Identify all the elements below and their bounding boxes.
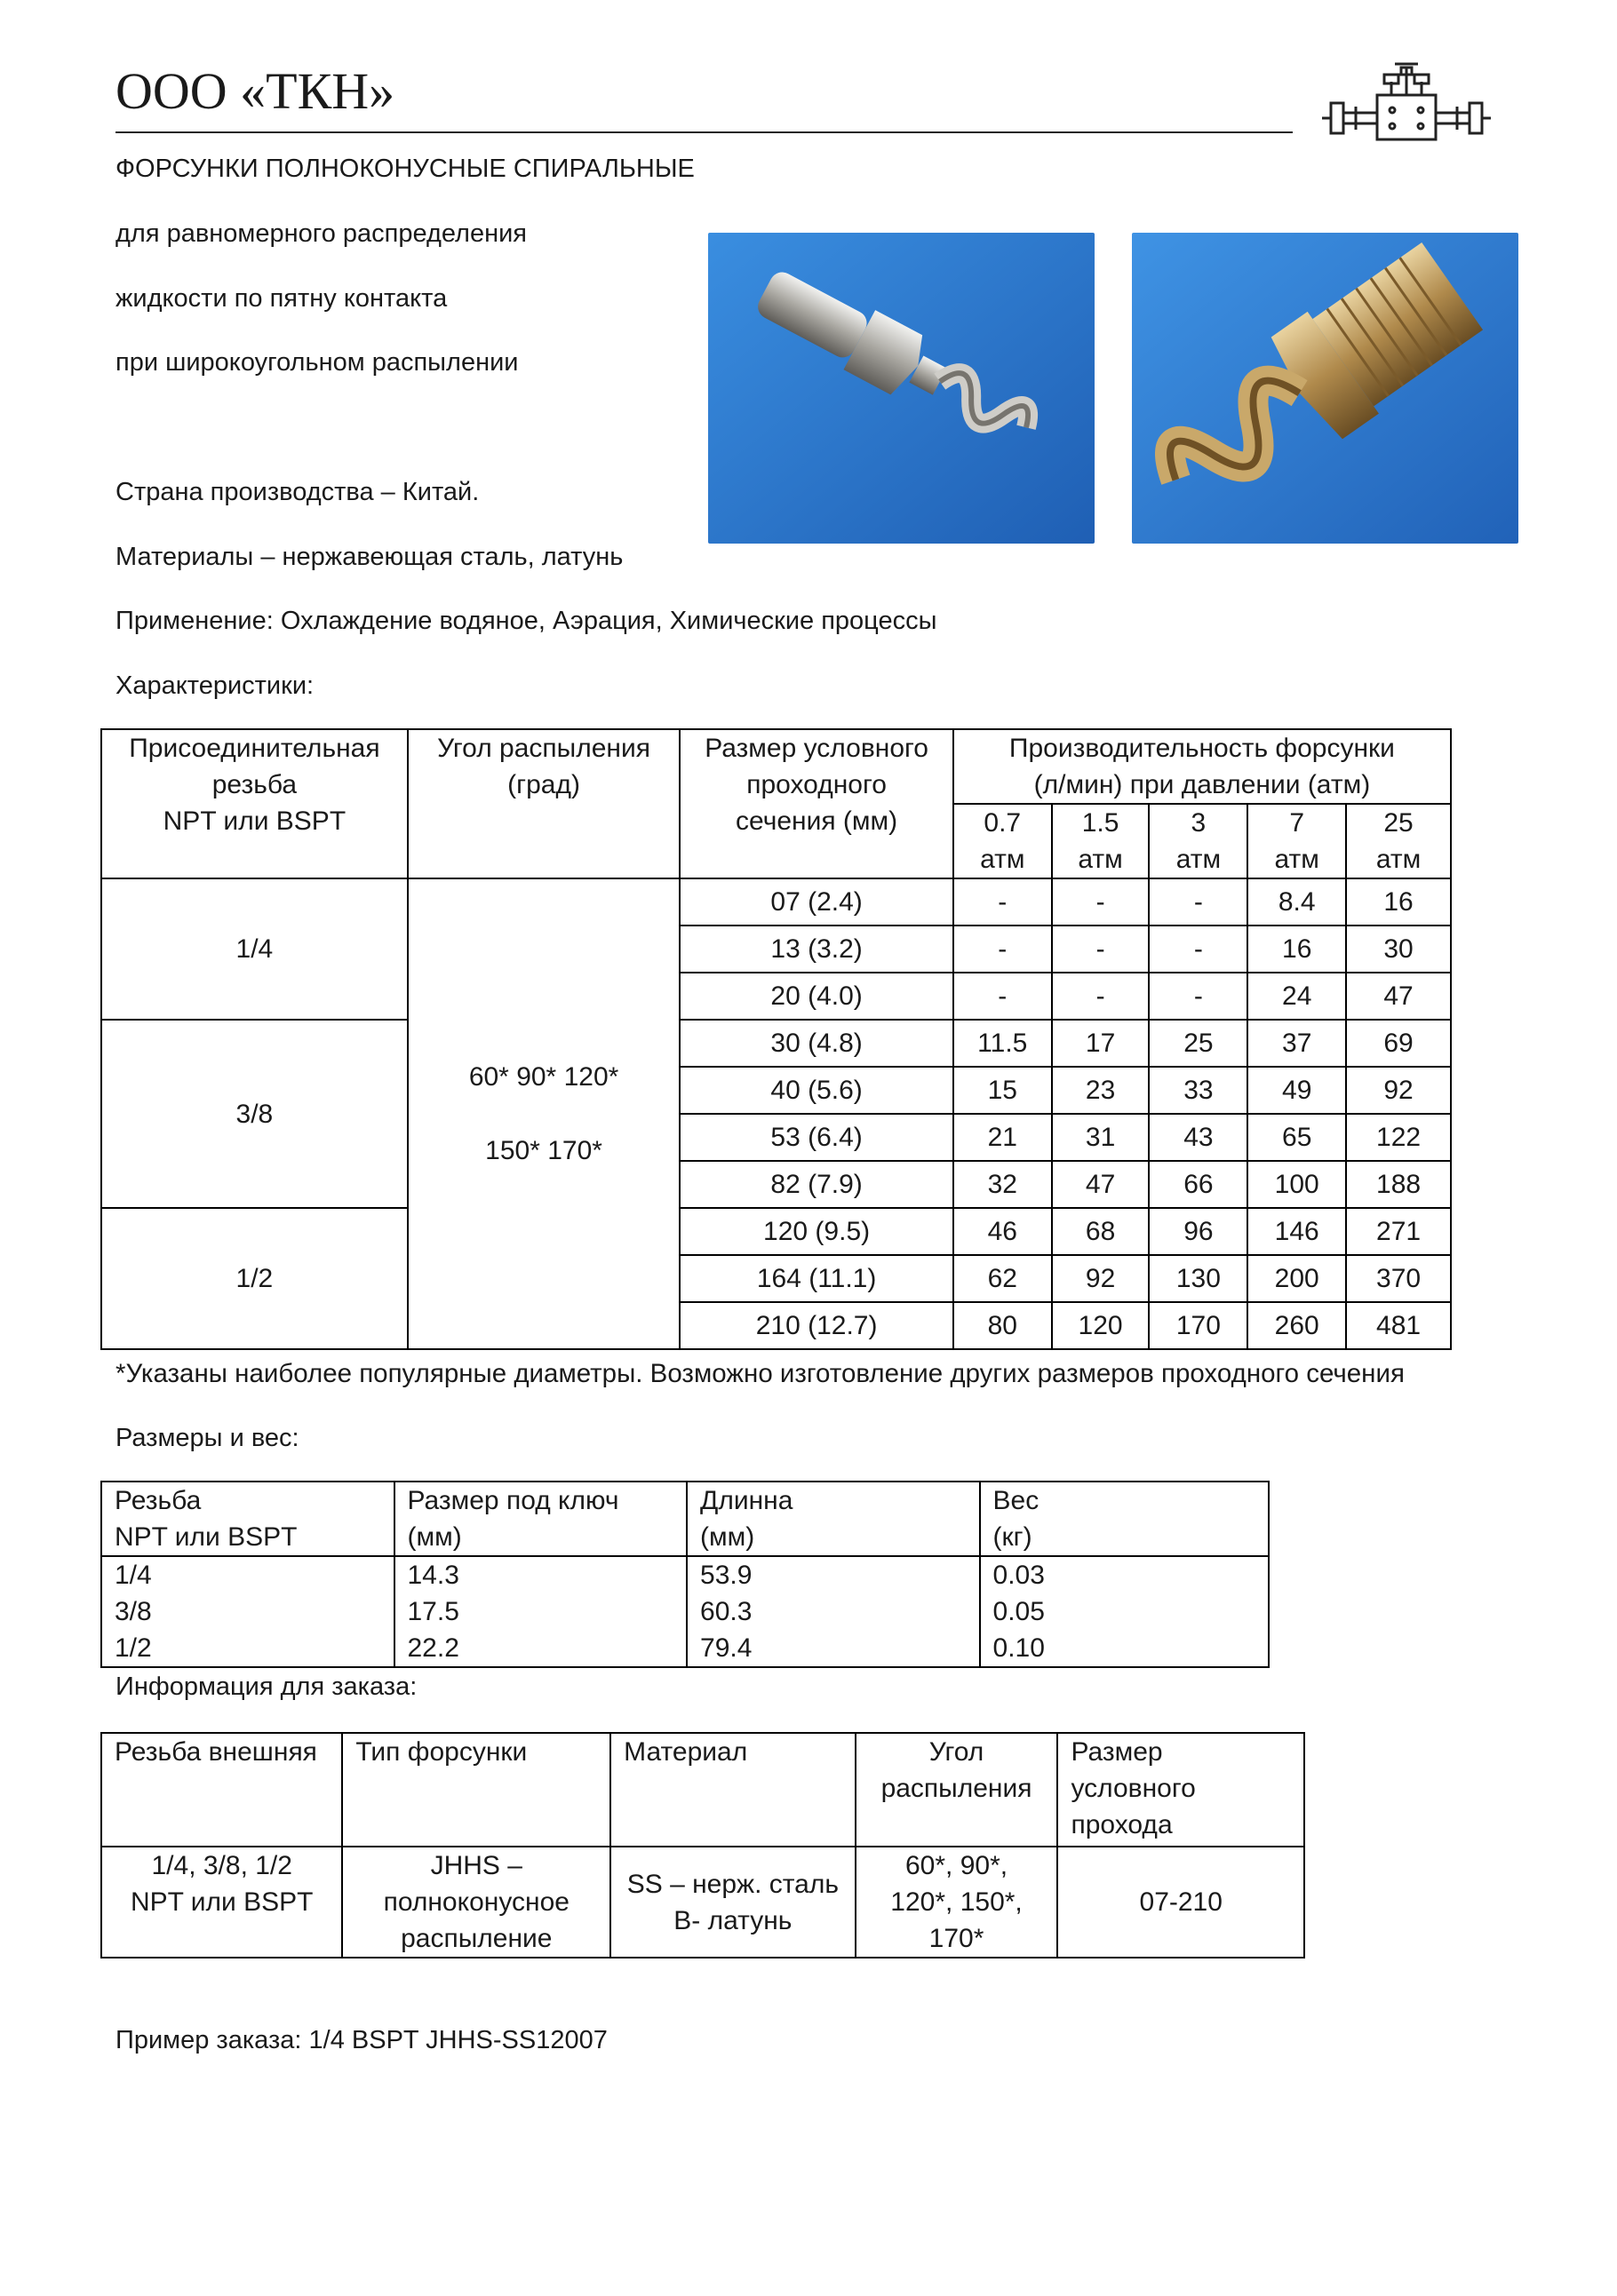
thread-cell: 3/8 xyxy=(101,1020,408,1208)
flow-cell: - xyxy=(953,878,1052,926)
flow-cell: 96 xyxy=(1149,1208,1247,1255)
size-cell: 164 (11.1) xyxy=(680,1255,953,1302)
size-cell: 120 (9.5) xyxy=(680,1208,953,1255)
thread-cell: 1/2 xyxy=(101,1208,408,1349)
pressure-header: 1.5 атм xyxy=(1052,804,1150,878)
flow-cell: - xyxy=(1052,878,1150,926)
size-cell: 82 (7.9) xyxy=(680,1161,953,1208)
weight-column: 0.03 0.05 0.10 xyxy=(980,1556,1269,1667)
header-orifice-size: Размер условного прохода xyxy=(1057,1733,1304,1847)
order-example: Пример заказа: 1/4 BSPT JHHS-SS12007 xyxy=(116,2026,608,2054)
performance-table xyxy=(100,728,1452,1350)
flow-cell: 43 xyxy=(1149,1114,1247,1161)
order-info-heading: Информация для заказа: xyxy=(116,1672,418,1701)
flow-cell: 8.4 xyxy=(1247,878,1346,926)
flow-cell: 271 xyxy=(1346,1208,1451,1255)
size-cell: 210 (12.7) xyxy=(680,1302,953,1349)
flow-cell: 24 xyxy=(1247,973,1346,1020)
flow-cell: 31 xyxy=(1052,1114,1150,1161)
flow-cell: 16 xyxy=(1247,926,1346,973)
size-cell: 07 (2.4) xyxy=(680,878,953,926)
flow-cell: 47 xyxy=(1346,973,1451,1020)
flow-cell: 15 xyxy=(953,1067,1052,1114)
flow-cell: - xyxy=(1149,926,1247,973)
flow-cell: - xyxy=(953,973,1052,1020)
flow-cell: 92 xyxy=(1052,1255,1150,1302)
flow-cell: - xyxy=(1052,926,1150,973)
description-line-3: при широкоугольном распылении xyxy=(116,348,519,377)
flow-cell: - xyxy=(953,926,1052,973)
material-value: SS – нерж. сталь B- латунь xyxy=(610,1847,855,1958)
flow-cell: 200 xyxy=(1247,1255,1346,1302)
wrench-size-column: 14.3 17.5 22.2 xyxy=(394,1556,688,1667)
application: Применение: Охлаждение водяное, Аэрация, Химические процессы xyxy=(116,607,937,635)
header-performance: Производительность форсунки (л/мин) при давлении (атм) xyxy=(953,729,1451,804)
country-of-origin: Страна производства – Китай. xyxy=(116,478,480,506)
characteristics-heading: Характеристики: xyxy=(116,671,315,700)
orifice-size-value: 07-210 xyxy=(1057,1847,1304,1958)
flow-cell: 92 xyxy=(1346,1067,1451,1114)
header-material: Материал xyxy=(610,1733,855,1847)
flow-cell: 80 xyxy=(953,1302,1052,1349)
table-footnote: *Указаны наиболее популярные диаметры. Возможно изготовление других размеров проходного сечения xyxy=(116,1359,1405,1388)
flow-cell: 65 xyxy=(1247,1114,1346,1161)
description-line-2: жидкости по пятну контакта xyxy=(116,284,448,313)
size-cell: 13 (3.2) xyxy=(680,926,953,973)
pressure-header: 25 атм xyxy=(1346,804,1451,878)
header-external-thread: Резьба внешняя xyxy=(101,1733,342,1847)
company-name: ООО «ТКН» xyxy=(116,62,395,120)
header-thread: Резьба NPT или BSPT xyxy=(101,1482,394,1556)
angle-cell: 60* 90* 120* 150* 170* xyxy=(408,878,681,1349)
header-thread: Присоединительная резьба NPT или BSPT xyxy=(101,729,408,878)
header-orifice-size: Размер условного проходного сечения (мм) xyxy=(680,729,953,878)
flow-cell: - xyxy=(1149,973,1247,1020)
flow-cell: 21 xyxy=(953,1114,1052,1161)
length-column: 53.9 60.3 79.4 xyxy=(687,1556,980,1667)
header-wrench-size: Размер под ключ (мм) xyxy=(394,1482,688,1556)
flow-cell: 122 xyxy=(1346,1114,1451,1161)
flow-cell: 188 xyxy=(1346,1161,1451,1208)
flow-cell: 33 xyxy=(1149,1067,1247,1114)
header-rule xyxy=(116,131,1293,133)
flow-cell: 100 xyxy=(1247,1161,1346,1208)
flow-cell: 370 xyxy=(1346,1255,1451,1302)
flow-cell: 30 xyxy=(1346,926,1451,973)
flow-cell: 69 xyxy=(1346,1020,1451,1067)
pressure-header: 0.7 атм xyxy=(953,804,1052,878)
flow-cell: 66 xyxy=(1149,1161,1247,1208)
flow-cell: 46 xyxy=(953,1208,1052,1255)
header-nozzle-type: Тип форсунки xyxy=(342,1733,610,1847)
flow-cell: 170 xyxy=(1149,1302,1247,1349)
flow-cell: 130 xyxy=(1149,1255,1247,1302)
flow-cell: 68 xyxy=(1052,1208,1150,1255)
flow-cell: 32 xyxy=(953,1161,1052,1208)
flow-cell: 49 xyxy=(1247,1067,1346,1114)
thread-value: 1/4, 3/8, 1/2 NPT или BSPT xyxy=(101,1847,342,1958)
dimensions-heading: Размеры и вес: xyxy=(116,1424,299,1452)
pressure-header: 3 атм xyxy=(1149,804,1247,878)
size-cell: 20 (4.0) xyxy=(680,973,953,1020)
flow-cell: 23 xyxy=(1052,1067,1150,1114)
nozzle-type-value: JHHS – полноконусное распыление xyxy=(342,1847,610,1958)
size-cell: 30 (4.8) xyxy=(680,1020,953,1067)
flow-cell: 481 xyxy=(1346,1302,1451,1349)
thread-cell: 1/4 xyxy=(101,878,408,1020)
header-spray-angle: Угол распыления xyxy=(856,1733,1058,1847)
order-info-table xyxy=(100,1732,1305,1958)
header-length: Длинна (мм) xyxy=(687,1482,980,1556)
header-weight: Вес (кг) xyxy=(980,1482,1269,1556)
dimensions-table xyxy=(100,1481,1270,1668)
size-cell: 40 (5.6) xyxy=(680,1067,953,1114)
thread-column: 1/4 3/8 1/2 xyxy=(101,1556,394,1667)
flow-cell: - xyxy=(1052,973,1150,1020)
flow-cell: - xyxy=(1149,878,1247,926)
flow-cell: 62 xyxy=(953,1255,1052,1302)
description-line-1: для равномерного распределения xyxy=(116,219,528,248)
flow-cell: 47 xyxy=(1052,1161,1150,1208)
stainless-nozzle-photo xyxy=(708,233,1095,544)
flow-cell: 120 xyxy=(1052,1302,1150,1349)
flow-cell: 260 xyxy=(1247,1302,1346,1349)
brass-nozzle-photo xyxy=(1132,233,1518,544)
flow-cell: 146 xyxy=(1247,1208,1346,1255)
materials: Материалы – нержавеющая сталь, латунь xyxy=(116,543,624,571)
spray-angle-value: 60*, 90*, 120*, 150*, 170* xyxy=(856,1847,1058,1958)
flow-cell: 11.5 xyxy=(953,1020,1052,1067)
flow-cell: 17 xyxy=(1052,1020,1150,1067)
valve-manifold-logo-icon xyxy=(1317,55,1496,155)
flow-cell: 37 xyxy=(1247,1020,1346,1067)
flow-cell: 16 xyxy=(1346,878,1451,926)
header-spray-angle: Угол распыления (град) xyxy=(408,729,681,878)
flow-cell: 25 xyxy=(1149,1020,1247,1067)
product-title: ФОРСУНКИ ПОЛНОКОНУСНЫЕ СПИРАЛЬНЫЕ xyxy=(116,155,695,183)
size-cell: 53 (6.4) xyxy=(680,1114,953,1161)
pressure-header: 7 атм xyxy=(1247,804,1346,878)
